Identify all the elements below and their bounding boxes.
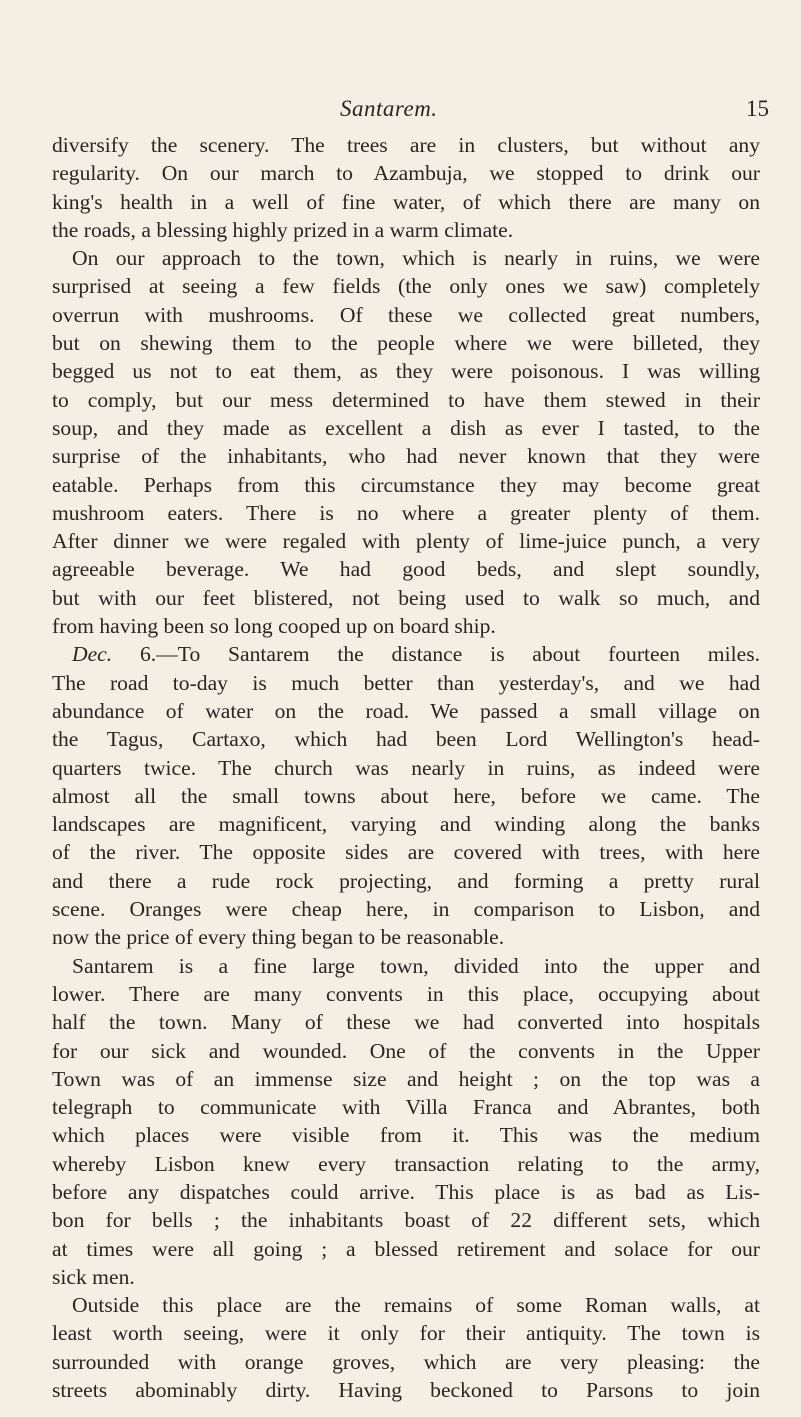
text-line: almost all the small towns about here, before we came. The <box>52 783 760 808</box>
text-line: but with our feet blistered, not being used to walk so much, and <box>52 585 760 610</box>
text-line: agreeable beverage. We had good beds, and slept soundly, <box>52 557 760 582</box>
text-line: The road to-day is much better than yesterday's, and we had <box>52 670 760 695</box>
text-line: abundance of water on the road. We passed a small village on <box>52 698 760 723</box>
text-line: overrun with mushrooms. Of these we collected great numbers, <box>52 302 760 327</box>
text-line: Town was of an immense size and height ; on the top was a <box>52 1066 760 1091</box>
text-line: After dinner we were regaled with plenty of lime-juice punch, a very <box>52 529 760 554</box>
text-line: before any dispatches could arrive. This place is as bad as Lis- <box>52 1179 760 1204</box>
text-line: and there a rude rock projecting, and forming a pretty rural <box>52 868 760 893</box>
text-line: sick men. <box>52 1264 135 1289</box>
text-line: whereby Lisbon knew every transaction relating to the army, <box>52 1151 760 1176</box>
text-line: scene. Oranges were cheap here, in comparison to Lisbon, and <box>52 897 760 922</box>
text-line: at times were all going ; a blessed retirement and solace for our <box>52 1236 760 1261</box>
text-line: telegraph to communicate with Villa Franca and Abrantes, both <box>52 1095 760 1120</box>
text-line: which places were visible from it. This was the medium <box>52 1123 760 1148</box>
text-line: surrounded with orange groves, which are very pleasing: the <box>52 1349 760 1374</box>
text-line: king's health in a well of fine water, of which there are many on <box>52 189 760 214</box>
running-title: Santarem. <box>340 96 438 121</box>
text-line: Outside this place are the remains of some Roman walls, at <box>72 1293 760 1318</box>
running-head <box>0 96 801 126</box>
text-line: the Tagus, Cartaxo, which had been Lord Wellington's head- <box>52 727 760 752</box>
text-line: soup, and they made as excellent a dish as ever I tasted, to the <box>52 415 760 440</box>
text-line: quarters twice. The church was nearly in ruins, as indeed were <box>52 755 760 780</box>
text-line: half the town. Many of these we had converted into hospitals <box>52 1010 760 1035</box>
text-line: begged us not to eat them, as they were poisonous. I was willing <box>52 359 760 384</box>
text-line: surprise of the inhabitants, who had never known that they were <box>52 444 760 469</box>
text-line: to comply, but our mess determined to have them stewed in their <box>52 387 760 412</box>
text-line: On our approach to the town, which is nearly in ruins, we were <box>72 246 760 271</box>
text-line: eatable. Perhaps from this circumstance they may become great <box>52 472 760 497</box>
text-line: of the river. The opposite sides are covered with trees, with here <box>52 840 760 865</box>
text-line: Dec. 6.—To Santarem the distance is about fourteen miles. <box>72 642 760 667</box>
body-text <box>52 131 760 1404</box>
text-line: the roads, a blessing highly prized in a warm climate. <box>52 217 514 242</box>
text-line: streets abominably dirty. Having beckoned to Parsons to join <box>52 1378 760 1403</box>
text-line: lower. There are many convents in this place, occupying about <box>52 981 760 1006</box>
text-line: least worth seeing, were it only for their antiquity. The town is <box>52 1321 760 1346</box>
date-marker: Dec. <box>72 642 113 667</box>
text-line: but on shewing them to the people where we were billeted, they <box>52 331 760 356</box>
text-line: regularity. On our march to Azambuja, we stopped to drink our <box>52 161 760 186</box>
text-line: diversify the scenery. The trees are in clusters, but without any <box>52 133 760 157</box>
page-number: 15 <box>746 96 769 121</box>
text-line: bon for bells ; the inhabitants boast of 22 different sets, which <box>52 1208 760 1233</box>
text-line: landscapes are magnificent, varying and winding along the banks <box>52 812 760 837</box>
text-line: mushroom eaters. There is no where a greater plenty of them. <box>52 500 760 525</box>
text-line: from having been so long cooped up on board ship. <box>52 614 496 639</box>
text-line: for our sick and wounded. One of the convents in the Upper <box>52 1038 760 1063</box>
text-line: Santarem is a fine large town, divided into the upper and <box>72 953 760 978</box>
text-line: now the price of every thing began to be reasonable. <box>52 925 505 950</box>
text-line: surprised at seeing a few fields (the only ones we saw) completely <box>52 274 760 299</box>
